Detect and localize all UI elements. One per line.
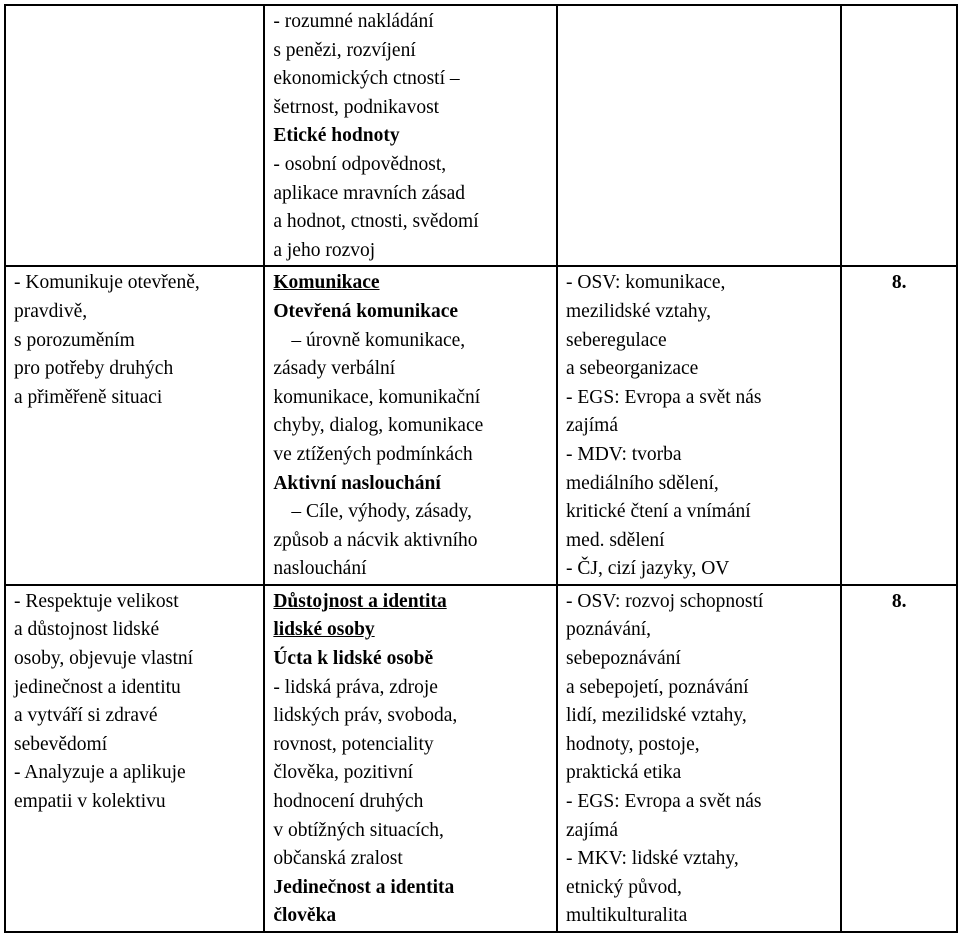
content-text: rovnost, potenciality (273, 733, 434, 755)
grade-cell (841, 266, 957, 585)
table-row (5, 585, 957, 932)
content-text: ekonomických ctností – (273, 68, 460, 90)
outcomes-cell (5, 266, 264, 585)
crosscurricular-text: a sebeorganizace (566, 358, 699, 380)
content-text: a hodnot, ctnosti, svědomí (273, 211, 479, 233)
crosscurricular-text: zajímá (566, 819, 618, 841)
outcome-text: empatii v kolektivu (14, 791, 166, 813)
crosscurricular-text: med. sdělení (566, 529, 665, 551)
content-text: Jedinečnost a identita (273, 876, 455, 898)
crosscurricular-text: kritické čtení a vnímání (566, 501, 751, 523)
content-text: a jeho rozvoj (273, 239, 376, 261)
content-text: občanská zralost (273, 848, 403, 870)
outcomes-cell (5, 5, 264, 266)
content-text: lidské osoby (273, 619, 375, 641)
outcome-text: - Respektuje velikost (14, 590, 179, 612)
outcomes-cell (5, 585, 264, 932)
crosscurricular-text: multikulturalita (566, 905, 688, 927)
content-text: šetrnost, podnikavost (273, 96, 440, 118)
grade-cell (841, 5, 957, 266)
crosscurricular-text: etnický původ, (566, 876, 682, 898)
content-text: komunikace, komunikační (273, 386, 481, 408)
outcome-text: jedinečnost a identitu (14, 676, 181, 698)
content-text: - rozumné nakládání (273, 11, 434, 32)
content-text: Aktivní naslouchání (273, 472, 441, 494)
grade-cell (841, 585, 957, 932)
outcome-text: a důstojnost lidské (14, 619, 160, 641)
crosscurricular-text: praktická etika (566, 762, 682, 784)
content-cell (264, 266, 557, 585)
crosscurricular-cell (557, 266, 841, 585)
crosscurricular-text: - OSV: rozvoj schopností (566, 590, 764, 612)
content-text: člověka, pozitivní (273, 762, 414, 784)
content-text: naslouchání (273, 558, 367, 580)
curriculum-table-body (5, 5, 957, 932)
crosscurricular-text: hodnoty, postoje, (566, 733, 700, 755)
content-text: Důstojnost a identita (273, 590, 447, 612)
table-row (5, 266, 957, 585)
outcome-text: s porozuměním (14, 329, 135, 351)
outcome-text: a přiměřeně situaci (14, 386, 163, 408)
crosscurricular-cell (557, 5, 841, 266)
content-text: ve ztížených podmínkách (273, 443, 473, 465)
crosscurricular-text: - MDV: tvorba (566, 443, 682, 465)
content-text: Otevřená komunikace (273, 300, 459, 322)
outcome-text: osoby, objevuje vlastní (14, 648, 194, 670)
crosscurricular-text: sebepoznávání (566, 648, 681, 670)
crosscurricular-text: - EGS: Evropa a svět nás (566, 791, 762, 813)
crosscurricular-text: mezilidské vztahy, (566, 300, 711, 322)
content-text: s penězi, rozvíjení (273, 39, 416, 61)
crosscurricular-text: lidí, mezilidské vztahy, (566, 705, 747, 727)
crosscurricular-text: zajímá (566, 415, 618, 437)
content-text: v obtížných situacích, (273, 819, 444, 841)
content-text: lidských práv, svoboda, (273, 705, 458, 727)
content-text: člověka (273, 905, 337, 927)
crosscurricular-text: a sebepojetí, poznávání (566, 676, 749, 698)
content-text: Úcta k lidské osobě (273, 648, 434, 670)
outcome-text: pravdivě, (14, 300, 88, 322)
content-text: - osobní odpovědnost, (273, 153, 447, 175)
content-text: hodnocení druhých (273, 791, 424, 813)
content-text: Etické hodnoty (273, 125, 400, 147)
content-text: aplikace mravních zásad (273, 182, 465, 204)
grade-label: 8. (891, 272, 907, 294)
content-text: chyby, dialog, komunikace (273, 415, 484, 437)
content-text: Komunikace (273, 272, 380, 294)
outcome-text: - Komunikuje otevřeně, (14, 272, 200, 294)
curriculum-table (4, 4, 958, 933)
crosscurricular-text: - MKV: lidské vztahy, (566, 848, 739, 870)
grade-label: 8. (891, 590, 907, 612)
crosscurricular-text: seberegulace (566, 329, 667, 351)
content-text: způsob a nácvik aktivního (273, 529, 478, 551)
outcome-text: - Analyzuje a aplikuje (14, 762, 186, 784)
table-row (5, 5, 957, 266)
content-text: – Cíle, výhody, zásady, (291, 501, 472, 523)
content-cell (264, 5, 557, 266)
content-text: zásady verbální (273, 358, 396, 380)
crosscurricular-cell (557, 585, 841, 932)
outcome-text: a vytváří si zdravé (14, 705, 158, 727)
outcome-text: sebevědomí (14, 733, 108, 755)
crosscurricular-text: poznávání, (566, 619, 652, 641)
crosscurricular-text: - ČJ, cizí jazyky, OV (566, 558, 730, 580)
crosscurricular-text: - EGS: Evropa a svět nás (566, 386, 762, 408)
content-text: - lidská práva, zdroje (273, 676, 438, 698)
content-cell (264, 585, 557, 932)
content-text: – úrovně komunikace, (291, 329, 466, 351)
outcome-text: pro potřeby druhých (14, 358, 174, 380)
crosscurricular-text: mediálního sdělení, (566, 472, 719, 494)
crosscurricular-text: - OSV: komunikace, (566, 272, 726, 294)
